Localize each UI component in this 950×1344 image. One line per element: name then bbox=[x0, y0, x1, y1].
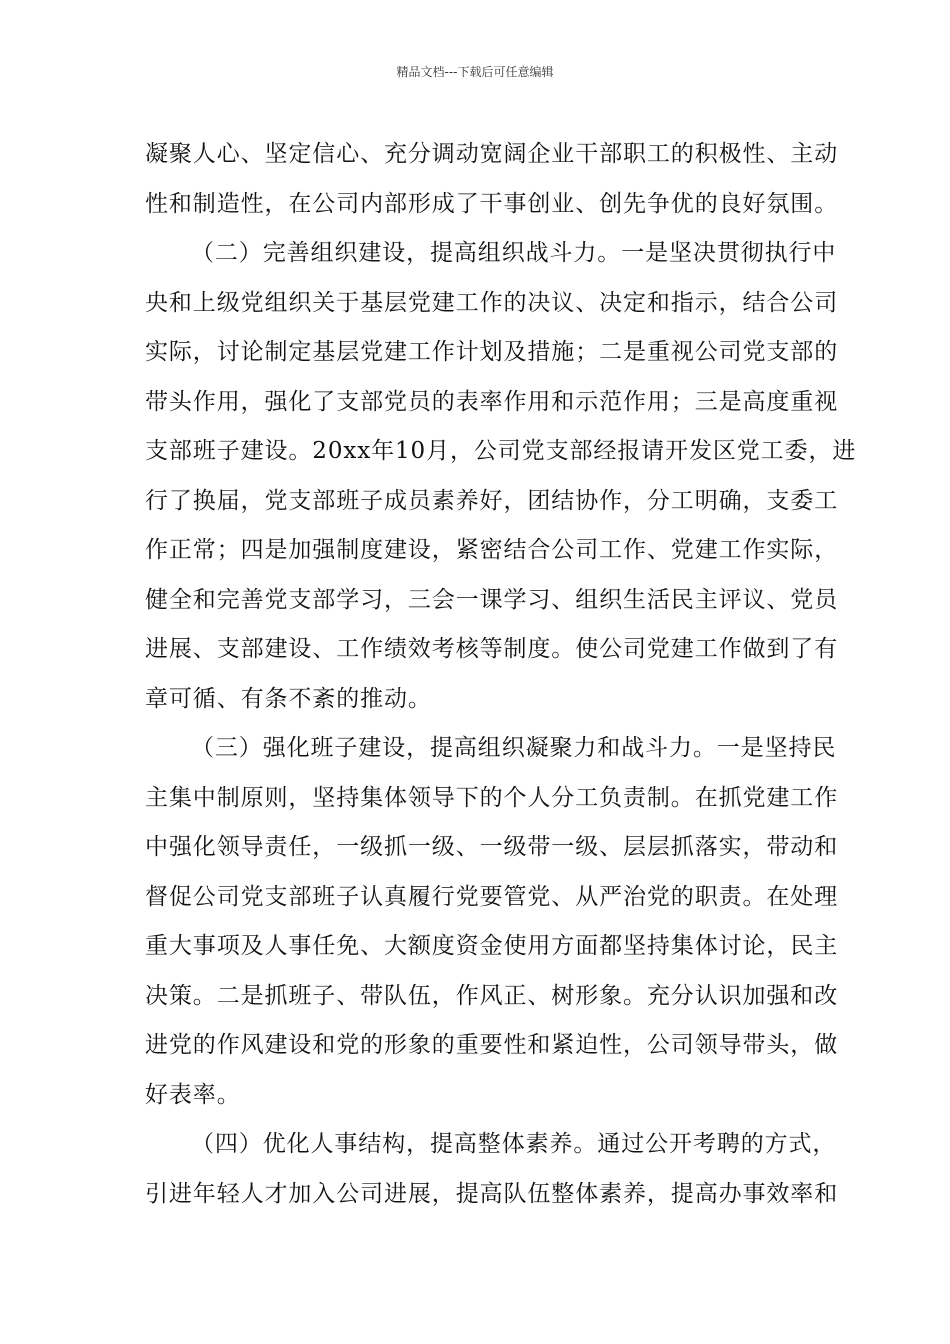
text-line: 作正常；四是加强制度建设，紧密结合公司工作、党建工作实际， bbox=[145, 537, 839, 563]
text-line: 督促公司党支部班子认真履行党要管党、从严治党的职责。在处理 bbox=[145, 883, 839, 910]
text-line: 章可循、有条不紊的推动。 bbox=[145, 685, 432, 712]
text-line: （四）优化人事结构，提高整体素养。通过公开考聘的方式， bbox=[191, 1131, 837, 1157]
text-line: 引进年轻人才加入公司进展，提高队伍整体素养，提高办事效率和 bbox=[145, 1180, 839, 1207]
text-line: 好表率。 bbox=[145, 1081, 241, 1108]
document-body bbox=[145, 130, 857, 1219]
text-line: 主集中制原则，坚持集体领导下的个人分工负责制。在抓党建工作 bbox=[145, 784, 839, 811]
text-line: 健全和完善党支部学习，三会一课学习、组织生活民主评议、党员 bbox=[145, 586, 839, 613]
text-line: 性和制造性，在公司内部形成了干事创业、创先争优的良好氛围。 bbox=[145, 190, 839, 217]
text-line: 支部班子建设。20xx年10月，公司党支部经报请开发区党工委，进 bbox=[145, 438, 857, 464]
text-line: 进展、支部建设、工作绩效考核等制度。使公司党建工作做到了有 bbox=[145, 636, 839, 662]
text-line: 央和上级党组织关于基层党建工作的决议、决定和指示，结合公司 bbox=[145, 289, 839, 316]
text-line: 决策。二是抓班子、带队伍，作风正、树形象。充分认识加强和改 bbox=[145, 982, 839, 1009]
text-line: 中强化领导责任，一级抓一级、一级带一级、层层抓落实，带动和 bbox=[145, 834, 839, 860]
text-line: （二）完善组织建设，提高组织战斗力。一是坚决贯彻执行中 bbox=[191, 240, 837, 266]
text-line: 进党的作风建设和党的形象的重要性和紧迫性，公司领导带头，做 bbox=[145, 1032, 839, 1058]
text-line: 凝聚人心、坚定信心、充分调动宽阔企业干部职工的积极性、主动 bbox=[145, 141, 839, 167]
text-line: （三）强化班子建设，提高组织凝聚力和战斗力。一是坚持民 bbox=[191, 735, 837, 761]
text-line: 重大事项及人事任免、大额度资金使用方面都坚持集体讨论，民主 bbox=[145, 933, 839, 959]
text-line: 带头作用，强化了支部党员的表率作用和示范作用；三是高度重视 bbox=[145, 388, 839, 415]
text-line: 实际，讨论制定基层党建工作计划及措施；二是重视公司党支部的 bbox=[145, 339, 839, 365]
page-header: 精品文档---下载后可任意编辑 bbox=[396, 65, 554, 79]
text-line: 行了换届，党支部班子成员素养好，团结协作，分工明确，支委工 bbox=[145, 487, 839, 514]
